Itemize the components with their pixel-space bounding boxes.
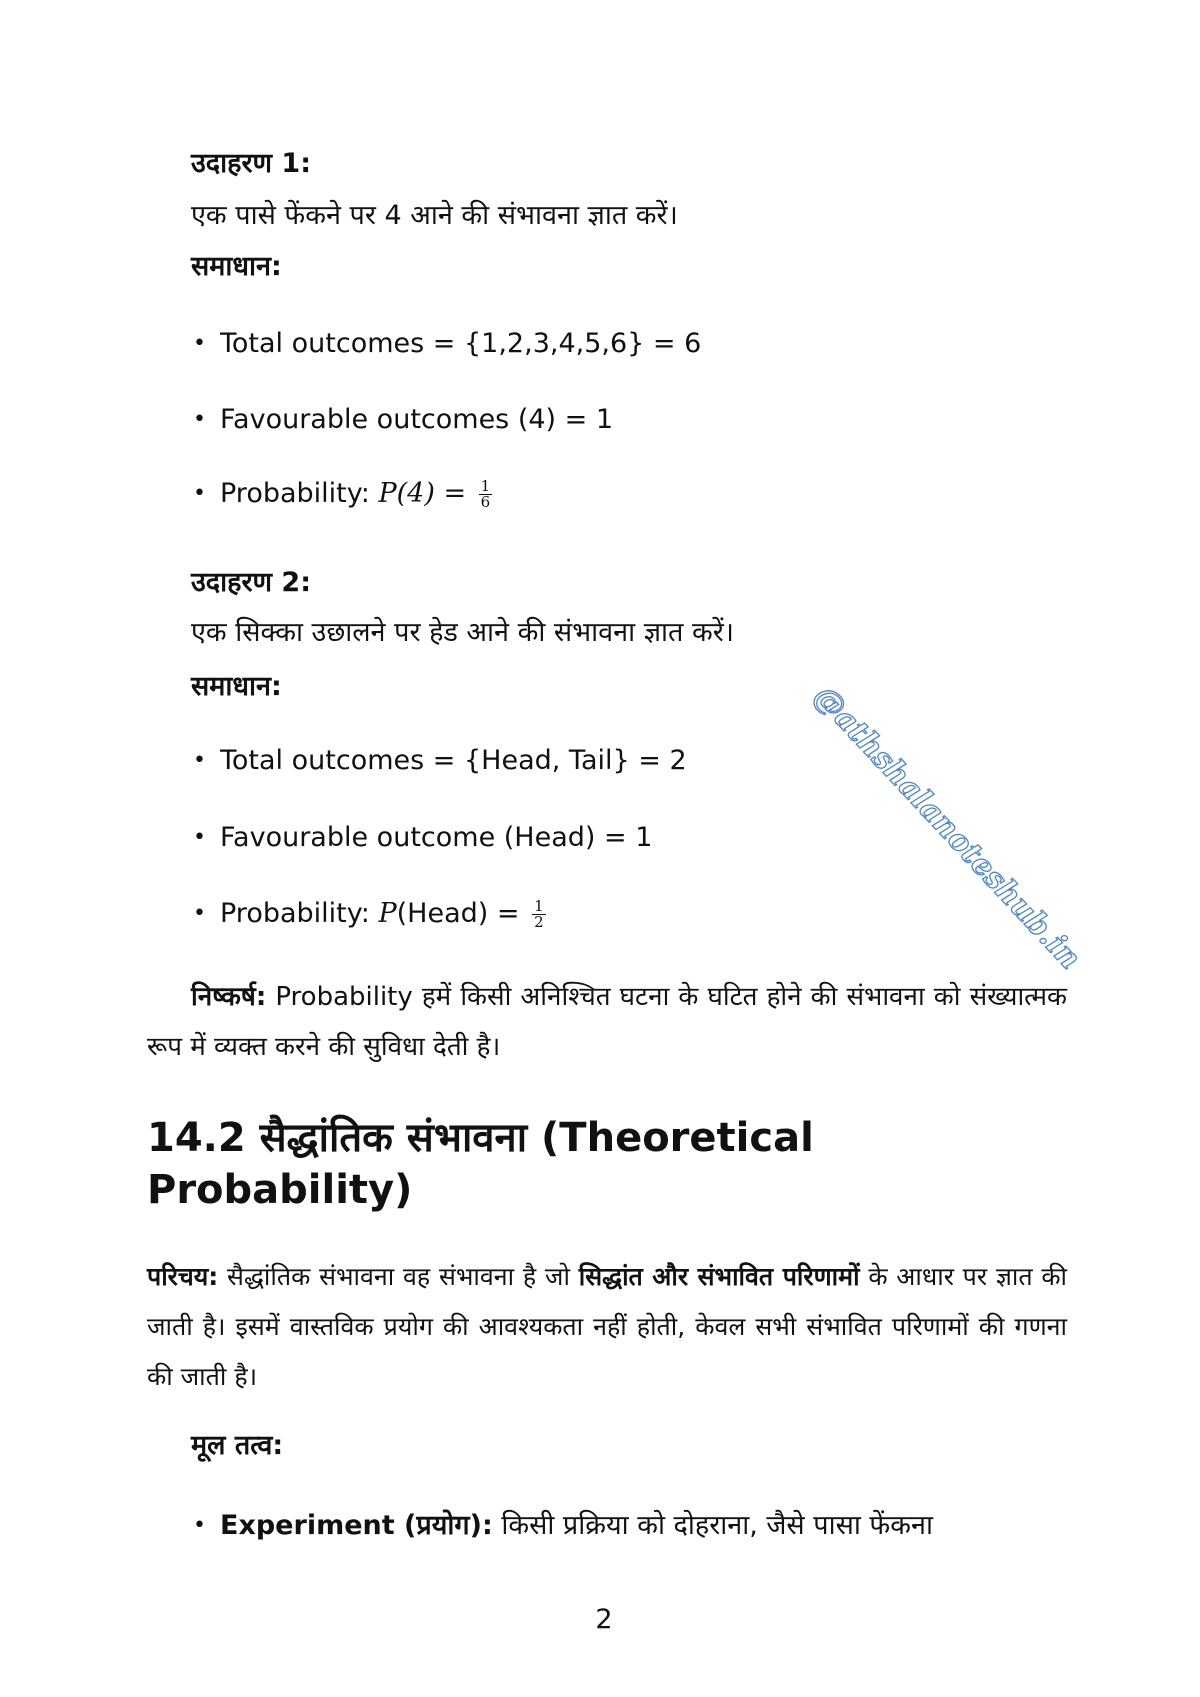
page-content	[147, 0, 1067, 1680]
denominator: 2	[534, 913, 544, 931]
probability-label: Probability:	[220, 898, 370, 929]
intro-text: सैद्धांतिक संभावना वह संभावना है जो	[227, 1262, 570, 1291]
element-label: Experiment (प्रयोग):	[220, 1510, 493, 1541]
bullet-icon: •	[193, 1513, 206, 1538]
bullet-icon: •	[193, 481, 206, 506]
bullet-icon: •	[193, 331, 206, 356]
example2-probability	[147, 894, 1067, 934]
conclusion-label: निष्कर्ष:	[191, 982, 267, 1012]
example1-bullet-item	[147, 324, 1067, 364]
fraction	[532, 899, 546, 930]
example1-probability	[147, 474, 1067, 514]
fraction	[479, 479, 493, 510]
example2-heading: उदाहरण 2:	[191, 567, 312, 598]
intro-text: के आधार पर ज्ञात की जाती है। इसमें वास्तविक प्रयोग की आवश्यकता नहीं होती, केवल सभी संभावित परिणामों की गणना की जाती है।	[147, 1262, 1068, 1391]
example1-bullet-item	[147, 400, 1067, 440]
example2-bullet: Total outcomes = {Head, Tail} = 2	[220, 745, 687, 776]
bullet-icon: •	[193, 407, 206, 432]
bullet-icon: •	[193, 748, 206, 773]
element-text: किसी प्रक्रिया को दोहराना, जैसे पासा फेंकना	[501, 1510, 933, 1541]
probability-argument: (Head) =	[396, 898, 520, 929]
page-number: 2	[595, 1604, 613, 1635]
example1-question: एक पासे फेंकने पर 4 आने की संभावना ज्ञात करें।	[191, 200, 678, 231]
probability-symbol: P	[378, 898, 397, 929]
conclusion-text: Probability हमें किसी अनिश्चित घटना के घटित होने की संभावना को संख्यात्मक रूप में व्यक्त करने की सुविधा देती है।	[147, 982, 1067, 1062]
elements-heading: मूल तत्व:	[191, 1430, 284, 1461]
bullet-icon: •	[193, 825, 206, 850]
example1-solution-label: समाधान:	[191, 251, 282, 282]
conclusion-paragraph	[147, 972, 1067, 1072]
example2-bullet: Favourable outcome (Head) = 1	[220, 822, 653, 853]
element-item	[147, 1506, 1067, 1546]
probability-expression: P(4) =	[378, 478, 467, 509]
example2-question: एक सिक्का उछालने पर हेड आने की संभावना ज्ञात करें।	[191, 617, 734, 648]
example2-bullet-item	[147, 741, 1067, 781]
denominator: 6	[480, 493, 491, 511]
watermark: @athshalanoteshub.in	[806, 678, 1088, 977]
example1-heading: उदाहरण 1:	[191, 148, 312, 179]
intro-label: परिचय:	[147, 1262, 219, 1291]
example1-bullet: Total outcomes = {1,2,3,4,5,6} = 6	[220, 328, 702, 359]
example1-bullet: Favourable outcomes (4) = 1	[220, 404, 614, 435]
numerator: 1	[534, 897, 544, 915]
intro-bold-text: सिद्धांत और संभावित परिणामों	[578, 1262, 860, 1291]
bullet-icon: •	[193, 901, 206, 926]
numerator: 1	[480, 477, 491, 495]
section-title: 14.2 सैद्धांतिक संभावना (Theoretical Probability)	[147, 1115, 814, 1213]
probability-label: Probability:	[220, 478, 370, 509]
example2-solution-label: समाधान:	[191, 671, 282, 702]
intro-paragraph	[147, 1252, 1067, 1402]
